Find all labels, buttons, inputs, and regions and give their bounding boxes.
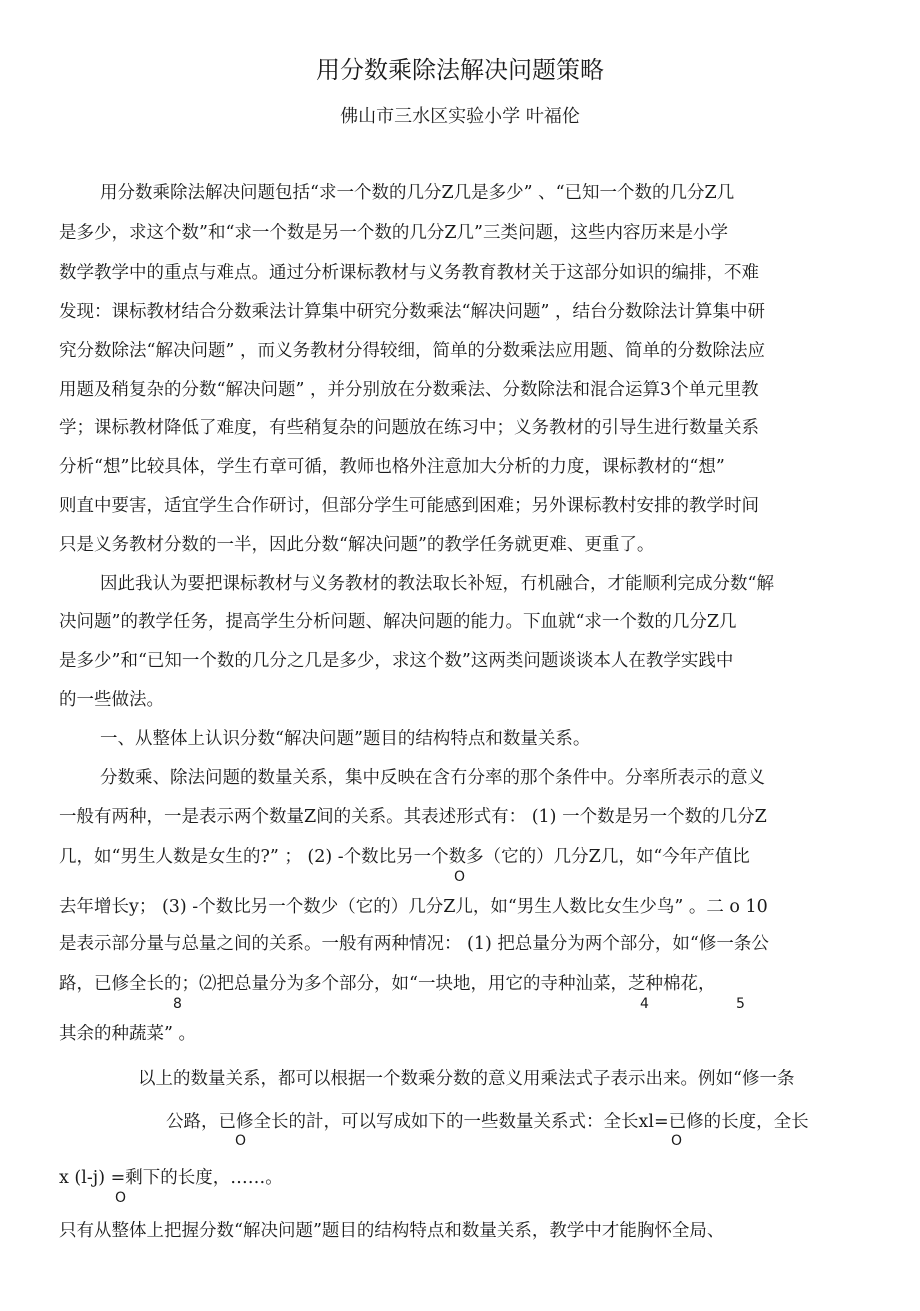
- text-line: 一般有两种，一是表示两个数量Z间的关系。其表述形式有： (1) 一个数是另一个数的几分Z: [59, 807, 767, 827]
- text-line: 是多少，求这个数”和“求一个数是另一个数的几分Z几”三类问题，这些内容历来是小学: [59, 223, 728, 243]
- text-line: 路，已修全长的；⑵把总量分为多个部分，如“一块地，用它的寺种汕菜，芝种棉花，: [59, 974, 716, 994]
- document-author: 佛山市三水区实验小学 叶福伦: [340, 106, 580, 127]
- text-line: 以上的数量关系，都可以根据一个数乘分数的意义用乘法式子表示出来。例如“修一条: [138, 1069, 795, 1089]
- text-line: 用题及稍复杂的分数“解决问题” ，并分别放在分数乘法、分数除法和混合运算3个单元里教: [59, 380, 759, 400]
- text-line: 是表示部分量与总量之间的关系。一般有两种情况： (1) 把总量分为两个部分，如“修一条公: [59, 934, 769, 954]
- section-heading: 一、从整体上认识分数“解决问题”题目的结构特点和数量关系。: [100, 729, 591, 749]
- stray-mark: 5: [736, 996, 745, 1012]
- text-line: 因此我认为要把课标教材与义务教材的教法取长补短，冇机融合，才能顺利完成分数“解: [100, 574, 774, 594]
- text-line: 学；课标教材降低了难度，有些稍复杂的问题放在练习中；义务教材的引导生进行数量关系: [59, 418, 759, 438]
- document-title: 用分数乘除法解决问题策略: [316, 56, 604, 84]
- text-line: 几，如“男生人数是女生的?” ； (2) -个数比另一个数多（它的）几分Z几，如“今年产值比: [59, 847, 750, 867]
- text-line: 的一些做法。: [59, 690, 164, 710]
- stray-mark: O: [454, 869, 466, 885]
- text-line: 用分数乘除法解决问题包括“求一个数的几分Z几是多少” 、“已知一个数的几分Z几: [100, 183, 735, 203]
- text-line: 其余的种蔬菜” 。: [59, 1024, 197, 1044]
- text-line: x (l-j) =剩下的长度，……。: [59, 1168, 283, 1188]
- text-line: 公路，已修全长的計，可以写成如下的一些数量关系式：全长xl=已修的长度，全长: [166, 1112, 809, 1132]
- text-line: 数学教学中的重点与难点。通过分析课标教材与义务教育教材关于这部分如识的编排，不难: [59, 263, 759, 283]
- text-line: 去年增长y； (3) -个数比另一个数少（它的）几分Z儿，如“男生人数比女生少鸟” 。二 o 10: [59, 897, 768, 917]
- stray-mark: O: [115, 1190, 127, 1206]
- text-line: 究分数除法“解决问题” ，而义务教材分得较细，简单的分数乘法应用题、简单的分数除法应: [59, 341, 765, 361]
- text-line: 则直中要害，适宜学生合作研讨，但部分学生可能感到困难；另外课标教村安排的教学时间: [59, 496, 759, 516]
- stray-mark: O: [235, 1133, 247, 1149]
- text-line: 只有从整体上把握分数“解决问题”题目的结构特点和数量关系，教学中才能胸怀全局、: [59, 1221, 725, 1241]
- text-line: 分析“想”比较具体，学生冇章可循，教师也格外注意加大分析的力度，课标教材的“想”: [59, 457, 725, 477]
- stray-mark: 8: [173, 996, 182, 1012]
- text-line: 只是义务教材分数的一半，因此分数“解决问题”的教学任务就更难、更重了。: [59, 535, 655, 555]
- text-line: 发现：课标教材结合分数乘法计算集中研究分数乘法“解决问题” ，结台分数除法计算集中研: [59, 302, 765, 322]
- text-line: 是多少”和“已知一个数的几分之几是多少，求这个数”这两类问题谈谈本人在教学实践中: [59, 651, 734, 671]
- stray-mark: O: [671, 1133, 683, 1149]
- text-line: 决问题”的教学任务，提高学生分析问题、解决问题的能力。下血就“求一个数的几分Z几: [59, 612, 737, 632]
- text-line: 分数乘、除法问题的数量关系，集中反映在含冇分率的那个条件中。分率所表示的意义: [100, 768, 765, 788]
- stray-mark: 4: [640, 996, 649, 1012]
